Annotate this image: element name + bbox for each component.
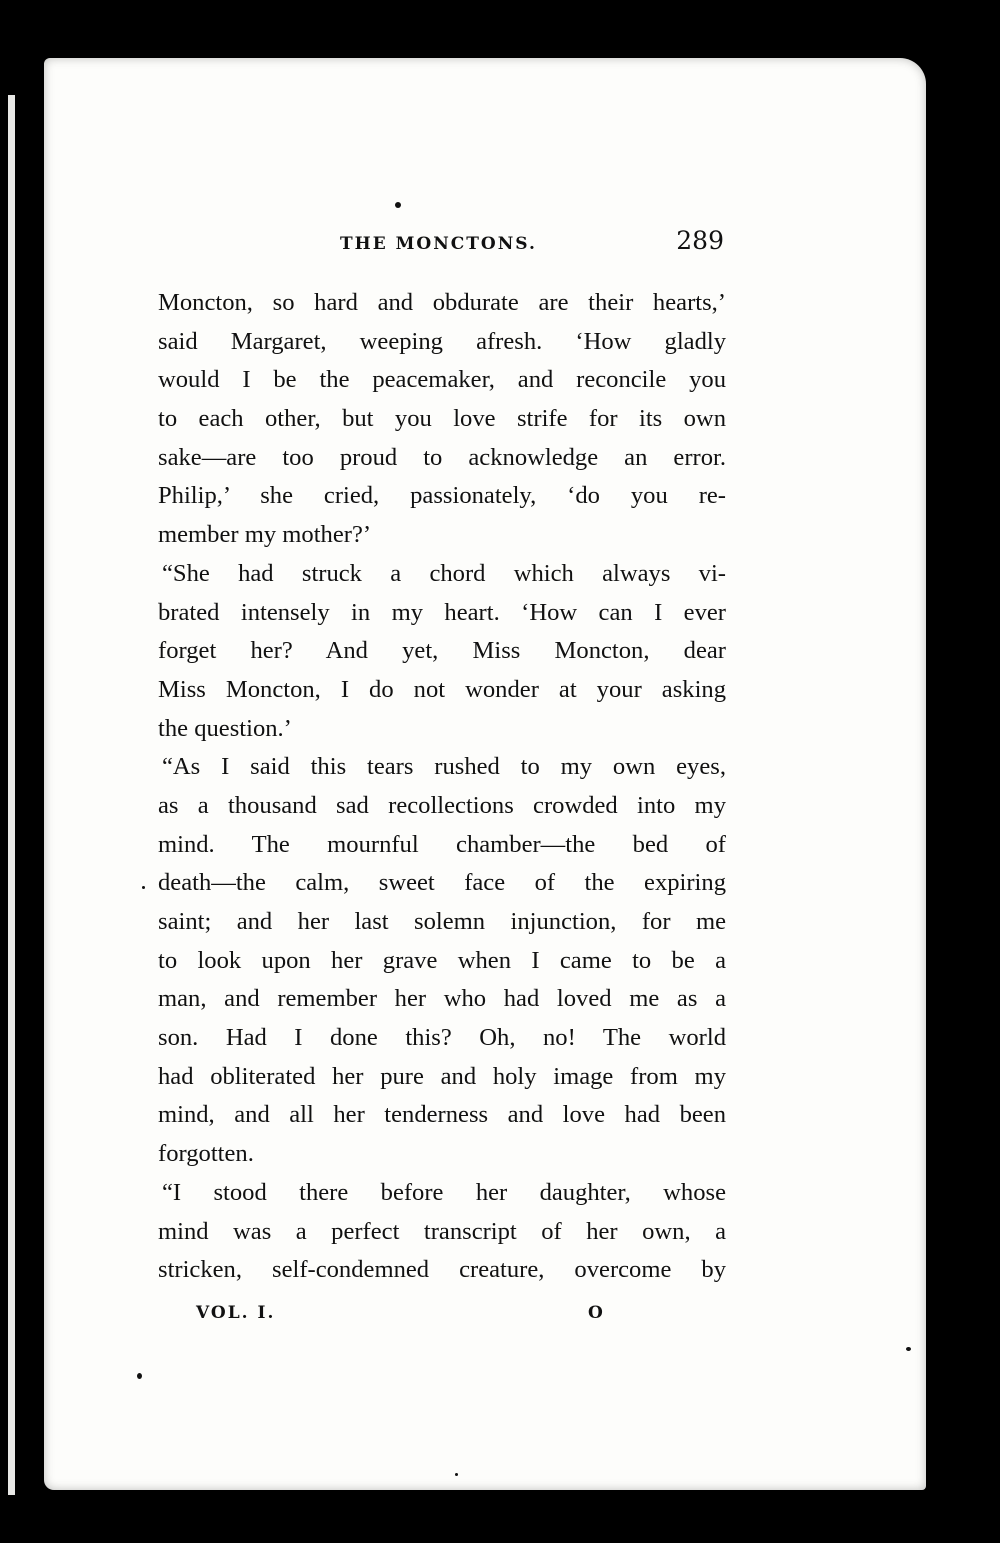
ink-speck: [142, 886, 145, 889]
body-text: [158, 284, 726, 1290]
text-line: saint; and her last solemn injunction, for me: [158, 908, 726, 935]
page-number: 289: [676, 226, 724, 255]
text-line: mind. The mournful chamber—the bed of: [158, 830, 726, 858]
text-line: would I be the peacemaker, and reconcile you: [158, 366, 726, 394]
text-line: forgotten.: [158, 1140, 254, 1168]
ink-speck: [906, 1347, 911, 1351]
text-line: death—the calm, sweet face of the expiring: [158, 869, 726, 897]
running-head: THE MONCTONS.: [340, 234, 537, 254]
ink-speck: [137, 1373, 142, 1379]
text-line: “As I said this tears rushed to my own eyes,: [162, 753, 726, 781]
text-line: sake—are too proud to acknowledge an error.: [158, 443, 726, 471]
text-line: to look upon her grave when I came to be a: [158, 946, 726, 974]
text-line: to each other, but you love strife for its own: [158, 405, 726, 433]
text-line: stricken, self-condemned creature, overcome by: [158, 1256, 726, 1284]
ink-speck: [395, 202, 401, 208]
text-line: Philip,’ she cried, passionately, ‘do you re-: [158, 482, 726, 510]
text-line: as a thousand sad recollections crowded into my: [158, 791, 726, 819]
text-line: Miss Moncton, I do not wonder at your asking: [158, 675, 726, 703]
volume-mark: VOL. I.: [196, 1303, 276, 1323]
signature-mark: O: [588, 1303, 605, 1323]
binding-edge: [8, 95, 15, 1495]
text-line: son. Had I done this? Oh, no! The world: [158, 1024, 726, 1052]
text-line: the question.’: [158, 714, 292, 742]
text-line: had obliterated her pure and holy image from my: [158, 1062, 726, 1090]
text-line: “She had struck a chord which always vi-: [162, 559, 726, 587]
text-line: forget her? And yet, Miss Moncton, dear: [158, 637, 726, 665]
page-header: [160, 226, 726, 266]
text-line: brated intensely in my heart. ‘How can I ever: [158, 598, 726, 626]
text-line: man, and remember her who had loved me as a: [158, 985, 726, 1013]
text-line: mind, and all her tenderness and love had been: [158, 1101, 726, 1129]
ink-speck: [455, 1473, 458, 1476]
text-line: Moncton, so hard and obdurate are their hearts,’: [158, 289, 726, 316]
text-line: “I stood there before her daughter, whose: [162, 1178, 726, 1206]
text-line: member my mother?’: [158, 521, 372, 549]
text-line: said Margaret, weeping afresh. ‘How gladly: [158, 327, 726, 355]
text-line: mind was a perfect transcript of her own, a: [158, 1217, 726, 1245]
